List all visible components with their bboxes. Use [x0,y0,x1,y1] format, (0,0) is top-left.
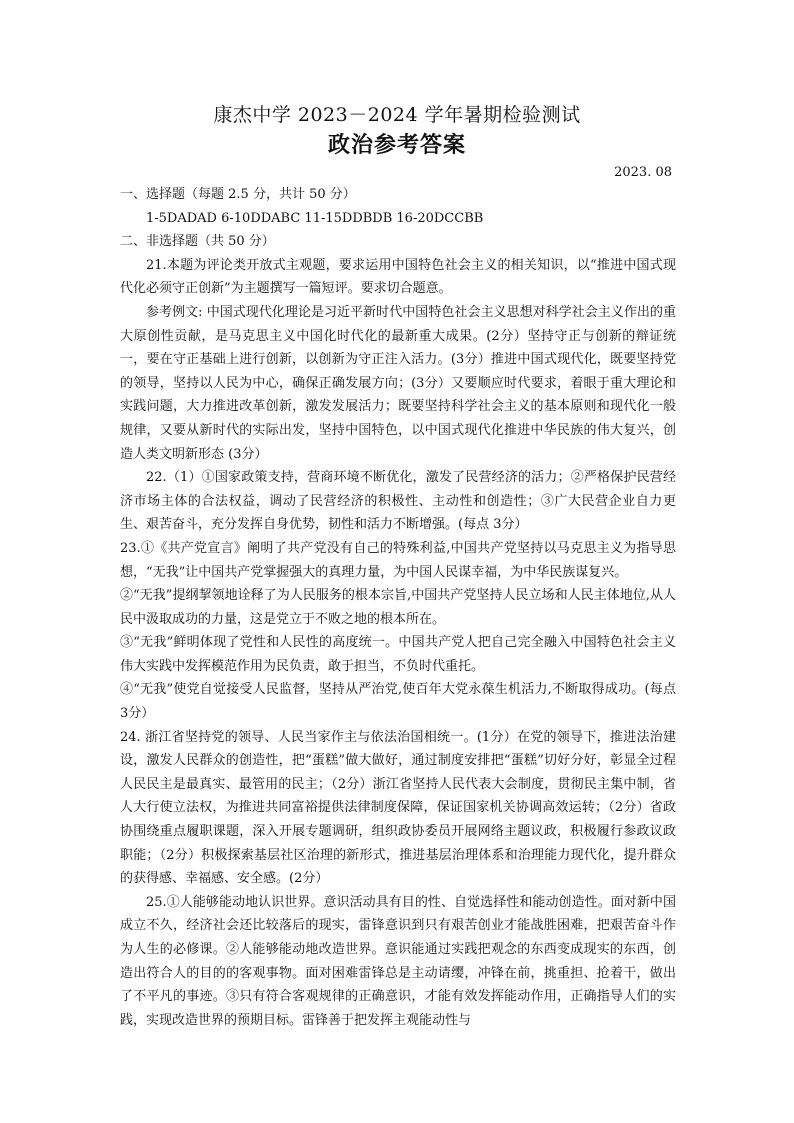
section-heading-nonchoice: 二、非选择题（共 50 分） [120,234,275,250]
question-23-point-3: ③“无我”鲜明体现了党性和人民性的高度统一。中国共产党人把自己完全融入中国特色社会主义伟大实践中发挥模范作用为民负责，敢于担当，不负时代重托。 [120,635,676,674]
question-23-point-4: ④“无我”使党自觉接受人民监督，坚持从严治党,使百年大党永葆生机活力,不断取得成功。(每点 3分） [120,682,676,722]
question-24-answer: 24. 浙江省坚持党的领导、人民当家作主与依法治国相统一。(1分）在党的领导下，推进法治建设，激发人民群众的创造性，把“蛋糕”做大做好，通过制度安排把“蛋糕”切好分好，彰显全过程人民民主是最真实、最管用的民主；（2分）浙江省坚持人民代表大会制度，贯彻民主集中制，省人大行使立法权，为推进共同富裕提供法律制度保障，保证国家机关协调高效运转；（2分）省政协围绕重点履职课题，深入开展专题调研，组织政协委员开展网络主题议政，积极履行参政议政职能；（2分）积极探索基层社区治理的新形式，推进基层治理体系和治理能力现代化，提升群众的获得感、幸福感、安全感。(2分） [120,729,676,887]
choice-answers: 1-5DADAD 6-10DDABC 11-15DDBDB 16-20DCCBB [146,210,484,226]
question-23-point-1: 23.①《共产党宣言》阐明了共产党没有自己的特殊利益,中国共产党坚持以马克思主义为指导思想，“无我”让中国共产党掌握强大的真理力量，为中国人民谋幸福，为中华民族谋复兴。 [120,540,676,580]
exam-title: 康杰中学 2023－2024 学年暑期检验测试 [213,104,581,126]
question-23-point-2: ②“无我”提纲挈领地诠释了为人民服务的根本宗旨,中国共产党坚持人民立场和人民主体地位,从人民中汲取成功的力量，这是党立于不败之地的根本所在。 [120,588,676,627]
section-heading-choice: 一、选择题（每题 2.5 分，共计 50 分） [120,187,356,202]
question-21-sample-essay: 参考例文: 中国式现代化理论是习近平新时代中国特色社会主义思想对科学社会主义作出的重大原创性贡献，是马克思主义中国化时代化的最新重大成果。(2分）坚持守正与创新的辩证统一，要在守正基础上进行创新，以创新为守正注入活力。(3分）推进中国式现代化，既要坚持党的领导，坚持以人民为中心，确保正确发展方向；(3分）又要顺应时代要求，着眼于重大理论和实践问题，大力推进改革创新，激发发展活力；既要坚持科学社会主义的基本原则和现代化一般规律，又要从新时代的实际出发，坚持中国特色，以中国式现代化推进中华民族的伟大复兴，创造人类文明新形态 (3分） [120,304,676,462]
document-date: 2023. 08 [614,165,672,180]
question-25-answer: 25.①人能够能动地认识世界。意识活动具有目的性、自觉选择性和能动创造性。面对新中国成立不久，经济社会还比较落后的现实，雷锋意识到只有艰苦创业才能战胜困难，把艰苦奋斗作为人生的必修课。②人能够能动地改造世界。意识能通过实践把观念的东西变成现实的东西，创造出符合人的目的的客观事物。面对困难雷锋总是主动请缨，冲锋在前，挑重担、抢着干，做出了不平凡的事迹。③只有符合客观规律的正确意识，才能有效发挥能动作用，正确指导人们的实践，实现改造世界的预期目标。雷锋善于把发挥主观能动性与 [120,894,676,1028]
question-22-answer: 22.（1）①国家政策支持，营商环境不断优化，激发了民营经济的活力；②严格保护民营经济市场主体的合法权益，调动了民营经济的积极性、主动性和创造性；③广大民营企业自力更生、艰苦奋斗，充分发挥自身优势，韧性和活力不断增强。(每点 3分） [120,470,676,533]
question-21-intro: 21.本题为评论类开放式主观题，要求运用中国特色社会主义的相关知识，以“推进中国式现代化必须守正创新”为主题撰写一篇短评。要求切合题意。 [120,257,676,297]
answer-title: 政治参考答案 [327,132,466,158]
answer-body [120,183,676,1032]
